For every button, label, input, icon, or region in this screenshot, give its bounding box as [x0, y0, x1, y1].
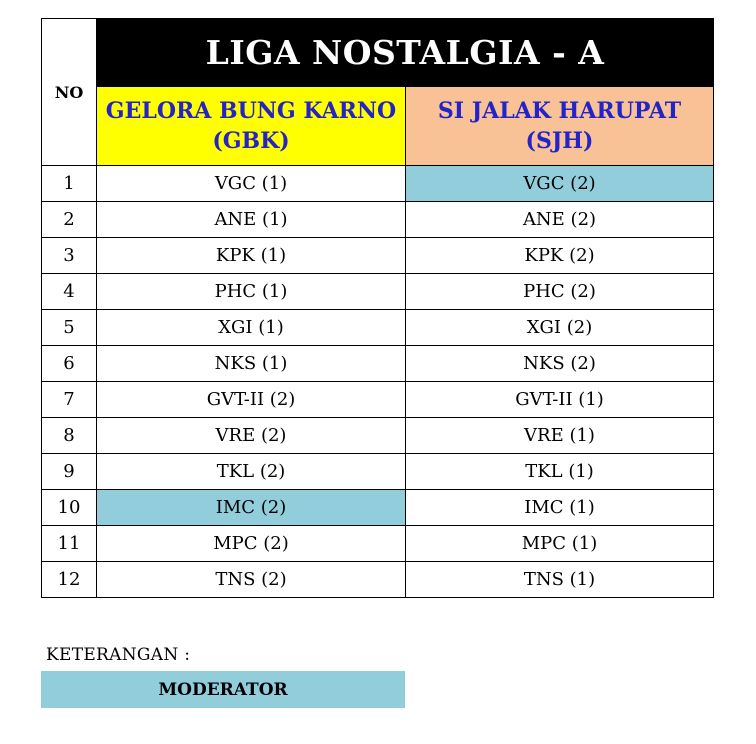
gbk-team-cell: VRE (2) — [97, 418, 406, 454]
table-row — [42, 346, 714, 382]
venue-header-gbk — [97, 87, 406, 166]
table-row — [42, 166, 714, 202]
row-number: 7 — [42, 382, 97, 418]
row-number: 9 — [42, 454, 97, 490]
venue-gbk-name: GELORA BUNG KARNO — [105, 98, 397, 124]
row-number: 3 — [42, 238, 97, 274]
sjh-team-cell: NKS (2) — [406, 346, 714, 382]
row-number: 2 — [42, 202, 97, 238]
row-number: 6 — [42, 346, 97, 382]
gbk-team-cell: VGC (1) — [97, 166, 406, 202]
table-row — [42, 274, 714, 310]
gbk-team-cell: IMC (2) — [97, 490, 406, 526]
venue-sjh-name: SI JALAK HARUPAT — [437, 98, 682, 124]
row-number: 11 — [42, 526, 97, 562]
sjh-team-cell: VRE (1) — [406, 418, 714, 454]
table-row — [42, 310, 714, 346]
row-number: 12 — [42, 562, 97, 598]
legend-label: KETERANGAN : — [46, 645, 191, 665]
sjh-team-cell: TKL (1) — [406, 454, 714, 490]
sjh-team-cell: GVT-II (1) — [406, 382, 714, 418]
table-body — [42, 166, 714, 598]
gbk-team-cell: TKL (2) — [97, 454, 406, 490]
gbk-team-cell: TNS (2) — [97, 562, 406, 598]
venue-header-sjh — [406, 87, 714, 166]
table-row — [42, 454, 714, 490]
league-title: LIGA NOSTALGIA - A — [97, 19, 714, 87]
table-row — [42, 202, 714, 238]
table-row — [42, 562, 714, 598]
gbk-team-cell: PHC (1) — [97, 274, 406, 310]
sjh-team-cell: KPK (2) — [406, 238, 714, 274]
moderator-legend-swatch — [41, 671, 405, 708]
sjh-team-cell: XGI (2) — [406, 310, 714, 346]
table-row — [42, 238, 714, 274]
table-row — [42, 418, 714, 454]
gbk-team-cell: GVT-II (2) — [97, 382, 406, 418]
row-number: 4 — [42, 274, 97, 310]
row-number: 8 — [42, 418, 97, 454]
gbk-team-cell: KPK (1) — [97, 238, 406, 274]
gbk-team-cell: ANE (1) — [97, 202, 406, 238]
sjh-team-cell: PHC (2) — [406, 274, 714, 310]
gbk-team-cell: XGI (1) — [97, 310, 406, 346]
gbk-team-cell: MPC (2) — [97, 526, 406, 562]
moderator-legend-text: MODERATOR — [158, 679, 288, 700]
table-row — [42, 490, 714, 526]
table-row — [42, 382, 714, 418]
row-number: 5 — [42, 310, 97, 346]
sjh-team-cell: VGC (2) — [406, 166, 714, 202]
venue-gbk-code: (GBK) — [212, 128, 290, 154]
sjh-team-cell: MPC (1) — [406, 526, 714, 562]
table-header — [42, 19, 714, 166]
table-row — [42, 526, 714, 562]
row-number: 1 — [42, 166, 97, 202]
no-column-header: NO — [42, 19, 97, 166]
sjh-team-cell: TNS (1) — [406, 562, 714, 598]
gbk-team-cell: NKS (1) — [97, 346, 406, 382]
row-number: 10 — [42, 490, 97, 526]
sjh-team-cell: ANE (2) — [406, 202, 714, 238]
sjh-team-cell: IMC (1) — [406, 490, 714, 526]
league-table — [41, 18, 714, 598]
venue-sjh-code: (SJH) — [525, 128, 594, 154]
